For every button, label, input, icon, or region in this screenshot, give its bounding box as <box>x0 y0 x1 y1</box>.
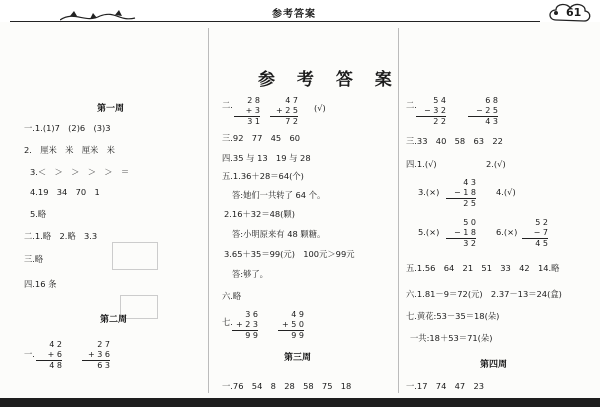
answer-line: 4.(√) <box>496 187 516 197</box>
vertical-calc: 4 9 + 5 0 9 9 <box>278 310 304 341</box>
answer-line: (√) <box>314 103 326 113</box>
answer-line: 答:她们一共转了 64 个。 <box>232 190 326 200</box>
bottom-bar <box>0 398 600 407</box>
vertical-calc: 2 7 + 3 6 6 3 <box>82 340 110 371</box>
answer-line: 二.1.略 2.略 3.3 <box>24 231 98 241</box>
week-2-title: 第二周 <box>100 315 128 325</box>
answer-line: 一.76 54 8 28 58 75 18 <box>222 381 352 391</box>
vertical-calc: 4 7 + 2 5 7 2 <box>270 96 298 127</box>
vertical-calc: 5 2 − 7 4 5 <box>522 218 548 249</box>
diagram-sketch <box>112 242 158 270</box>
answer-line: 3.65＋35＝99(元) 100元＞99元 <box>224 249 355 259</box>
vertical-calc: 4 3 − 1 8 2 5 <box>446 178 476 209</box>
answer-line: 3.＜ ＞ ＞ ＞ ＞ ＝ <box>30 167 130 177</box>
answer-line: 答:小明原来有 48 颗糖。 <box>232 229 326 239</box>
answer-line: 一.17 74 47 23 <box>406 381 485 391</box>
week-3-title: 第三周 <box>284 353 312 363</box>
answer-line: 一. <box>24 349 35 359</box>
answer-line: 四.1.(√) <box>406 159 437 169</box>
page-number: 61 <box>566 6 582 19</box>
answer-line: 2.(√) <box>486 159 506 169</box>
vertical-calc: 2 8 + 3 3 1 <box>234 96 260 127</box>
vertical-calc: 5 0 − 1 8 3 2 <box>446 218 476 249</box>
answer-line: 一.1.(1)7 (2)6 (3)3 <box>24 123 111 133</box>
answer-line: 答:够了。 <box>232 269 268 279</box>
answer-line: 三.92 77 45 60 <box>222 133 301 143</box>
header-rule <box>10 21 540 22</box>
answer-line: 七.黄花:53－35＝18(朵) <box>406 311 500 321</box>
answer-line: 4.19 34 70 1 <box>30 187 100 197</box>
answer-line: 五.1.36＋28＝64(个) <box>222 171 304 181</box>
answer-line: 四.16 条 <box>24 279 57 289</box>
answer-line: 一共:18＋53＝71(朵) <box>410 333 493 343</box>
answer-line: 2. 厘米 米 厘米 米 <box>24 145 115 155</box>
column-divider <box>208 28 209 393</box>
answer-line: 六.略 <box>222 291 242 301</box>
answer-line: 2.16＋32＝48(颗) <box>224 209 295 219</box>
vertical-calc: 3 6 + 2 3 9 9 <box>232 310 258 341</box>
answer-line: 5.(×) <box>418 227 440 237</box>
answer-line: 七. <box>222 317 233 327</box>
answer-line: 5.略 <box>30 209 47 219</box>
vertical-calc: 4 2 + 6 4 8 <box>36 340 62 371</box>
answer-line: 二. <box>222 100 233 110</box>
answer-line: 四.35 与 13 19 与 28 <box>222 153 311 163</box>
header-title: 参考答案 <box>272 9 316 20</box>
answer-line: 六.1.81－9＝72(元) 2.37－13＝24(盒) <box>406 289 562 299</box>
page-title: 参 考 答 案 <box>258 70 400 90</box>
vertical-calc: 5 4 − 3 2 2 2 <box>416 96 446 127</box>
week-4-title: 第四周 <box>480 360 508 370</box>
week-1-title: 第一周 <box>97 104 125 114</box>
answer-line: 3.(×) <box>418 187 440 197</box>
answer-line: 二. <box>406 100 417 110</box>
answer-line: 三.略 <box>24 254 44 264</box>
answer-line: 五.1.56 64 21 51 33 42 14.略 <box>406 263 560 273</box>
vertical-calc: 6 8 − 2 5 4 3 <box>468 96 498 127</box>
answer-line: 6.(×) <box>496 227 518 237</box>
answer-line: 三.33 40 58 63 22 <box>406 136 503 146</box>
